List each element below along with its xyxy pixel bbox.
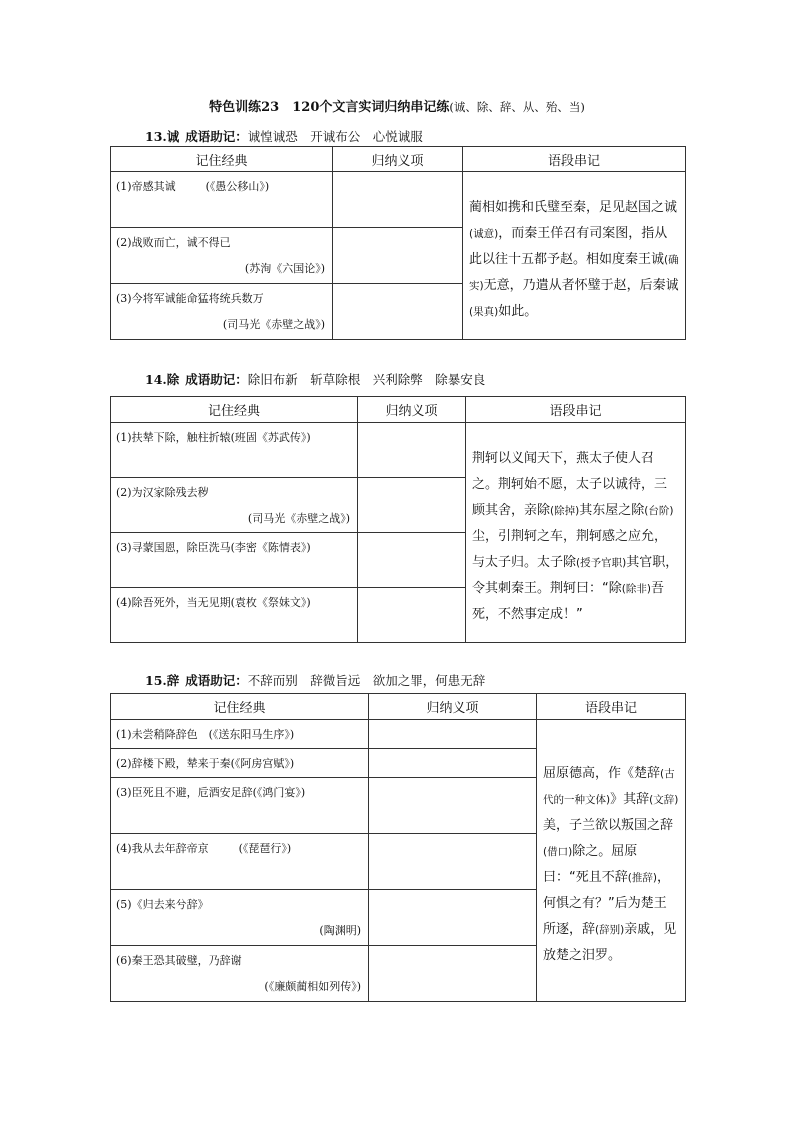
meaning-cell [369,749,537,778]
header-story: 语段串记 [463,147,686,172]
idioms-label: 成语助记： [185,372,248,387]
classic-item: (3)寻蒙国恩，除臣洗马(李密《陈情表》) [111,533,358,588]
section-14-idioms: 除旧布新 斩草除根 兴利除弊 除暴安良 [247,372,486,387]
meaning-cell [358,588,466,643]
meaning-cell [369,834,537,890]
section-14-heading [145,370,485,388]
header-story: 语段串记 [466,397,686,423]
meaning-cell [358,533,466,588]
section-14-story: 荆轲以义闻天下，燕太子使人召之。荆轲始不愿，太子以诚待，三顾其舍，亲除(除掉)其东屋之除(台阶)尘，引荆轲之车，荆轲感之应允，与太子归。太子除(授予官职)其官职，令其刺秦王。荆轲曰：“除(除非)吾死，不然事定成！” [466,423,686,643]
item-source: (《琵琶行》) [238,842,292,855]
header-meaning: 归纳义项 [358,397,466,423]
section-15-heading [145,671,485,689]
meaning-cell [333,284,463,340]
item-source: (《鸿门宴》) [252,786,306,799]
classic-item: (3)今将军诚能命猛将统兵数万 (司马光《赤壁之战》) [111,284,333,340]
classic-item: (1)扶辇下除，触柱折辕(班固《苏武传》) [111,423,358,478]
section-13-story: 蔺相如携和氏璧至秦，足见赵国之诚(诚意)，而秦王佯召有司案图，指从此以往十五都予赵。相如度秦王诚(确实)无意，乃遣从者怀璧于赵，后秦诚(果真)如此。 [463,172,686,340]
section-13-heading [145,127,423,145]
item-source: (《阿房宫赋》) [230,757,295,770]
classic-item: (4)我从去年辞帝京 (《琵琶行》) [111,834,369,890]
section-14-table [110,396,686,643]
meaning-cell [369,890,537,946]
item-source: (司马光《赤壁之战》) [222,318,325,331]
section-15-table [110,693,686,1002]
page-title-subtitle: (诚、除、辞、从、殆、当) [449,100,585,114]
item-source: (《送东阳马生序》) [208,728,295,741]
header-meaning: 归纳义项 [333,147,463,172]
idioms-label: 成语助记： [185,129,248,144]
header-classic: 记住经典 [111,397,358,423]
classic-item: (3)臣死且不避，卮酒安足辞(《鸿门宴》) [111,778,369,834]
item-source: (袁枚《祭妹文》) [230,596,311,609]
meaning-cell [358,478,466,533]
item-source: (《愚公移山》) [205,180,270,193]
section-15-idioms: 不辞而别 辞微旨远 欲加之罪，何患无辞 [247,673,486,688]
header-story: 语段串记 [537,694,686,720]
section-15-number: 15.辞 [145,673,180,688]
item-source: (班固《苏武传》) [230,431,311,444]
classic-item: (6)秦王恐其破璧，乃辞谢 (《廉颇蔺相如列传》) [111,946,369,1002]
item-source: (司马光《赤壁之战》) [247,512,350,525]
classic-item: (1)帝感其诚 (《愚公移山》) [111,172,333,228]
meaning-cell [333,172,463,228]
meaning-cell [369,778,537,834]
classic-item: (4)除吾死外，当无见期(袁枚《祭妹文》) [111,588,358,643]
classic-item: (5)《归去来兮辞》 (陶渊明) [111,890,369,946]
item-source: (李密《陈情表》) [230,541,311,554]
classic-item: (2)为汉家除残去秽 (司马光《赤壁之战》) [111,478,358,533]
page-title-main: 特色训练23 120个文言实词归纳串记练 [209,100,450,115]
idioms-label: 成语助记： [185,673,248,688]
section-13-idioms: 诚惶诚恐 开诚布公 心悦诚服 [247,129,423,144]
item-source: (陶渊明) [319,924,361,937]
section-13-table [110,146,686,340]
item-source: (苏洵《六国论》) [244,262,325,275]
item-source: (《廉颇蔺相如列传》) [264,980,361,993]
section-15-story: 屈原德高，作《楚辞(古代的一种文体)》其辞(文辞)美，子兰欲以叛国之辞(借口)除之。屈原曰：“死且不辞(推辞)，何惧之有？”后为楚王所逐，辞(辞别)亲戚，见放楚之汨罗。 [537,720,686,1002]
header-classic: 记住经典 [111,147,333,172]
section-13-number: 13.诚 [145,129,180,144]
meaning-cell [369,720,537,749]
classic-item: (2)战败而亡，诚不得已 (苏洵《六国论》) [111,228,333,284]
classic-item: (1)未尝稍降辞色 (《送东阳马生序》) [111,720,369,749]
section-14-number: 14.除 [145,372,180,387]
header-meaning: 归纳义项 [369,694,537,720]
page-title [0,96,794,115]
meaning-cell [358,423,466,478]
header-classic: 记住经典 [111,694,369,720]
meaning-cell [369,946,537,1002]
classic-item: (2)辞楼下殿，辇来于秦(《阿房宫赋》) [111,749,369,778]
meaning-cell [333,228,463,284]
